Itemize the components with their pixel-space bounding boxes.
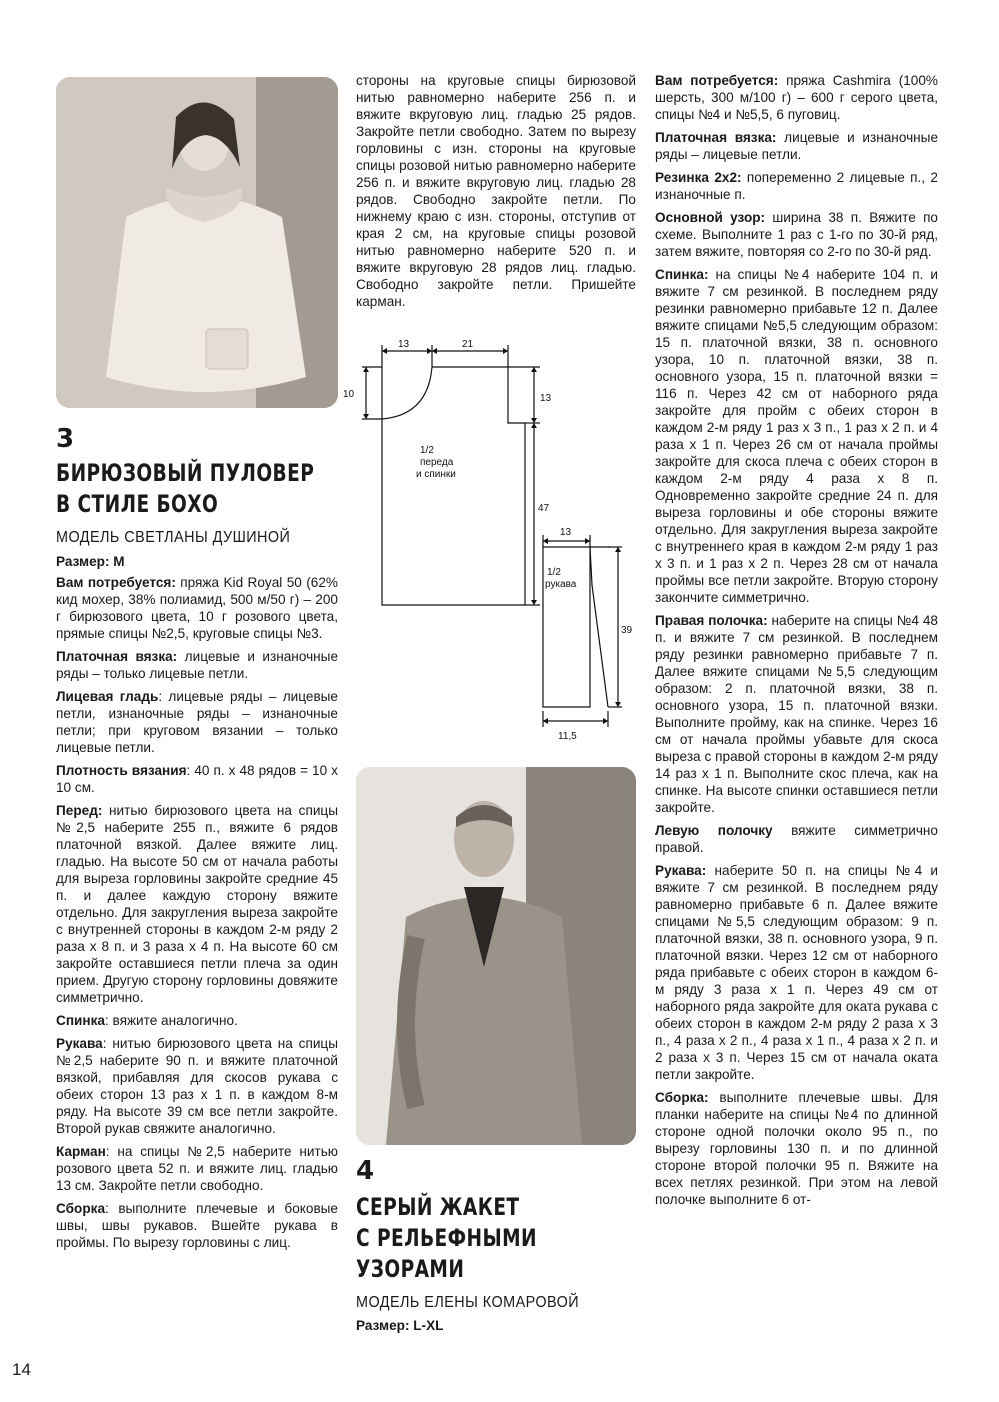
instruction-paragraph: Сборка: выполните плечевые и боковые швы, швы рукавов. Вшейте рукава в проймы. По вырезу горловины с лиц. xyxy=(56,1201,338,1250)
body-label-2: переда xyxy=(420,457,454,468)
model3-continuation xyxy=(356,72,636,316)
model4-author: МОДЕЛЬ ЕЛЕНЫ КОМАРОВОЙ xyxy=(356,1294,580,1311)
continuation-paragraph: стороны на круговые спицы бирюзовой нитью равномерно наберите 256 п. и вяжите вкруговую лиц. гладью 25 рядов. Закройте петли свободно. Затем по вырезу горловины с изн. стороны на круговые спицы розовой нитью равномерно наберите 256 п. и вяжите вкруговую лиц. гладью 28 рядов. Свободно закройте петли. По нижнему краю с изн. стороны, отступив от края 2 см, на круговые спицы розовой нитью равномерно наберите 520 п. и вяжите вкруговую 28 рядов лиц. гладью. Свободно закройте петли. Пришейте карман. xyxy=(356,73,636,309)
model4-instructions xyxy=(655,72,938,1214)
instruction-paragraph: Правая полочка: наберите на спицы №4 48 п. и вяжите 7 см резинкой. В последнем ряду резинки равномерно прибавьте 7 п. Далее вяжите спицами №5,5 следующим образом: 2 п. платочной вязки, 38 п. основного узора, 15 п. платочной вязки. Выполните пройму, как на спинке. Через 16 см от начала проймы убавьте для скоса выреза с правой стороны в каждом 2-м ряду 14 раз х 1 п. Выполните скос плеча, как на спинке. На высоте спинки оставшиеся петли закройте. xyxy=(655,613,938,815)
dim-13-top: 13 xyxy=(398,339,410,350)
instruction-paragraph: Спинка: вяжите аналогично. xyxy=(56,1013,238,1028)
model4-photo xyxy=(356,767,636,1145)
instruction-paragraph: Левую полочку вяжите симметрично правой. xyxy=(655,823,938,855)
instruction-paragraph: Рукава: нитью бирюзового цвета на спицы №2,5 наберите 90 п. и вяжите платочной вязкой, прибавляя для скосов рукава с обеих сторон 13 раз х 1 п. в каждом 8-м ряду. На высоте 39 см все петли закройте. Второй рукав свяжите аналогично. xyxy=(56,1036,338,1136)
model3-instructions xyxy=(56,574,338,1257)
dim-21: 21 xyxy=(462,339,474,350)
model3-author: МОДЕЛЬ СВЕТЛАНЫ ДУШИНОЙ xyxy=(56,529,291,546)
instruction-paragraph: Вам потребуется: пряжа Cashmira (100% шерсть, 300 м/100 г) – 600 г серого цвета, спицы №4 и №5,5, 6 пуговиц. xyxy=(655,73,938,122)
model4-title-line3: УЗОРАМИ xyxy=(356,1255,465,1283)
body-label-3: и спинки xyxy=(416,469,456,480)
model3-number: 3 xyxy=(56,424,75,454)
instruction-paragraph: Карман: на спицы №2,5 наберите нитью розового цвета 52 п. и вяжите лиц. гладью 13 см. Закройте петли свободно. xyxy=(56,1144,338,1193)
dim-13-sleeve: 13 xyxy=(560,527,572,538)
instruction-paragraph: Платочная вязка: лицевые и изнаночные ряды – только лицевые петли. xyxy=(56,649,338,681)
model3-title-line2: В СТИЛЕ БОХО xyxy=(56,490,219,518)
dim-13-right: 13 xyxy=(540,393,552,404)
instruction-paragraph: Основной узор: ширина 38 п. Вяжите по схеме. Выполните 1 раз с 1-го по 30-й ряд, затем вяжите, повторяя со 2-го по 30-й ряд. xyxy=(655,210,938,259)
instruction-paragraph: Платочная вязка: лицевые и изнаночные ряды – лицевые петли. xyxy=(655,130,938,162)
instruction-paragraph: Плотность вязания: 40 п. х 48 рядов = 10 х 10 см. xyxy=(56,763,338,795)
model4-title-line2: С РЕЛЬЕФНЫМИ xyxy=(356,1224,538,1252)
instruction-paragraph: Спинка: на спицы №4 наберите 104 п. и вяжите 7 см резинкой. В последнем ряду резинки равномерно прибавьте 12 п. Далее вяжите спицами №5,5 следующим образом: 15 п. платочной вязки, 38 п. основного узора, 10 п. платочной вязки, 38 п. основного узора, 15 п. платочной вязки = 116 п. Через 42 см от наборного ряда закройте для пройм с обеих сторон в каждом 2-м ряду 1 раз х 3 п., 1 раз х 2 п. и 4 раза х 1 п. Через 26 см от начала проймы закройте для скоса плеча с обеих сторон в каждом 2-м ряду 4 раза х 8 п. Одновременно закройте средние 24 п. для выреза горловины и обе стороны вяжите отдельно. Для закругления выреза закройте с внутреннего края в каждом 2-м ряду 1 раз х 3 п. и 1 раз х 2 п. Через 28 см от начала проймы все петли закройте. Вторую сторону закончите симметрично. xyxy=(655,267,938,605)
instruction-paragraph: Лицевая гладь: лицевые ряды – лицевые петли, изнаночные ряды – изнаночные петли; при круговом вязании – только лицевые петли. xyxy=(56,689,338,755)
body-label-1: 1/2 xyxy=(420,445,434,456)
model3-photo xyxy=(56,77,338,408)
model4-size: Размер: L-XL xyxy=(356,1318,444,1333)
model4-title-line1: СЕРЫЙ ЖАКЕТ xyxy=(356,1193,520,1221)
instruction-paragraph: Рукава: наберите 50 п. на спицы №4 и вяжите 7 см резинкой. В последнем ряду равномерно прибавьте 6 п. Далее вяжите спицами №5,5 следующим образом: 9 п. платочной вязки, 38 п. основного узора, 9 п. платочной вязки. Через 12 см от наборного ряда прибавьте с обеих сторон в каждом 6-м ряду 3 раза х 1 п. Через 49 см от наборного ряда закройте для оката рукава с обеих сторон в каждом 2-м ряду 2 раза х 3 п., 4 раза х 2 п., 4 раза х 1 п., 4 раза х 2 п. и 2 раза х 3 п. Через 15 см от начала оката петли закройте. xyxy=(655,863,938,1082)
dim-47: 47 xyxy=(538,503,550,514)
model4-number: 4 xyxy=(356,1156,375,1186)
dim-10: 10 xyxy=(343,389,355,400)
dim-11-5: 11,5 xyxy=(558,731,577,742)
page-number: 14 xyxy=(12,1360,31,1379)
sleeve-label-2: рукава xyxy=(545,579,577,590)
instruction-paragraph: Сборка: выполните плечевые швы. Для планки наберите на спицы №4 по длинной стороне одной полочки около 95 п., по вырезу горловины 130 п. и по длинной стороне второй полочки 95 п. Вяжите на всех петлях резинкой. При этом на левой полочке выполните 6 от- xyxy=(655,1090,938,1207)
sleeve-label-1: 1/2 xyxy=(547,567,561,578)
model3-title-line1: БИРЮЗОВЫЙ ПУЛОВЕР xyxy=(56,459,315,487)
pattern-schematic xyxy=(340,335,640,755)
instruction-paragraph: Перед: нитью бирюзового цвета на спицы №2,5 наберите 255 п., вяжите 6 рядов платочной вязкой. Далее вяжите лиц. гладью. На высоте 50 см от начала работы для выреза горловины закройте средние 45 п. и далее каждую сторону вяжите отдельно. Для закругления выреза закройте с внутренней стороны в каждом 2-м ряду 2 раза х 8 п. и 3 раза х 4 п. На высоте 60 см закройте оставшиеся петли плеча за один прием. Другую сторону горловины довяжите симметрично. xyxy=(56,803,338,1005)
instruction-paragraph: Вам потребуется: пряжа Kid Royal 50 (62% кид мохер, 38% полиамид, 500 м/50 г) – 200 г бирюзового цвета, 10 г розового цвета, прямые спицы №2,5, круговые спицы №3. xyxy=(56,575,338,641)
model3-size: Размер: M xyxy=(56,554,125,569)
dim-39: 39 xyxy=(621,625,633,636)
instruction-paragraph: Резинка 2х2: попеременно 2 лицевые п., 2 изнаночные п. xyxy=(655,170,938,202)
